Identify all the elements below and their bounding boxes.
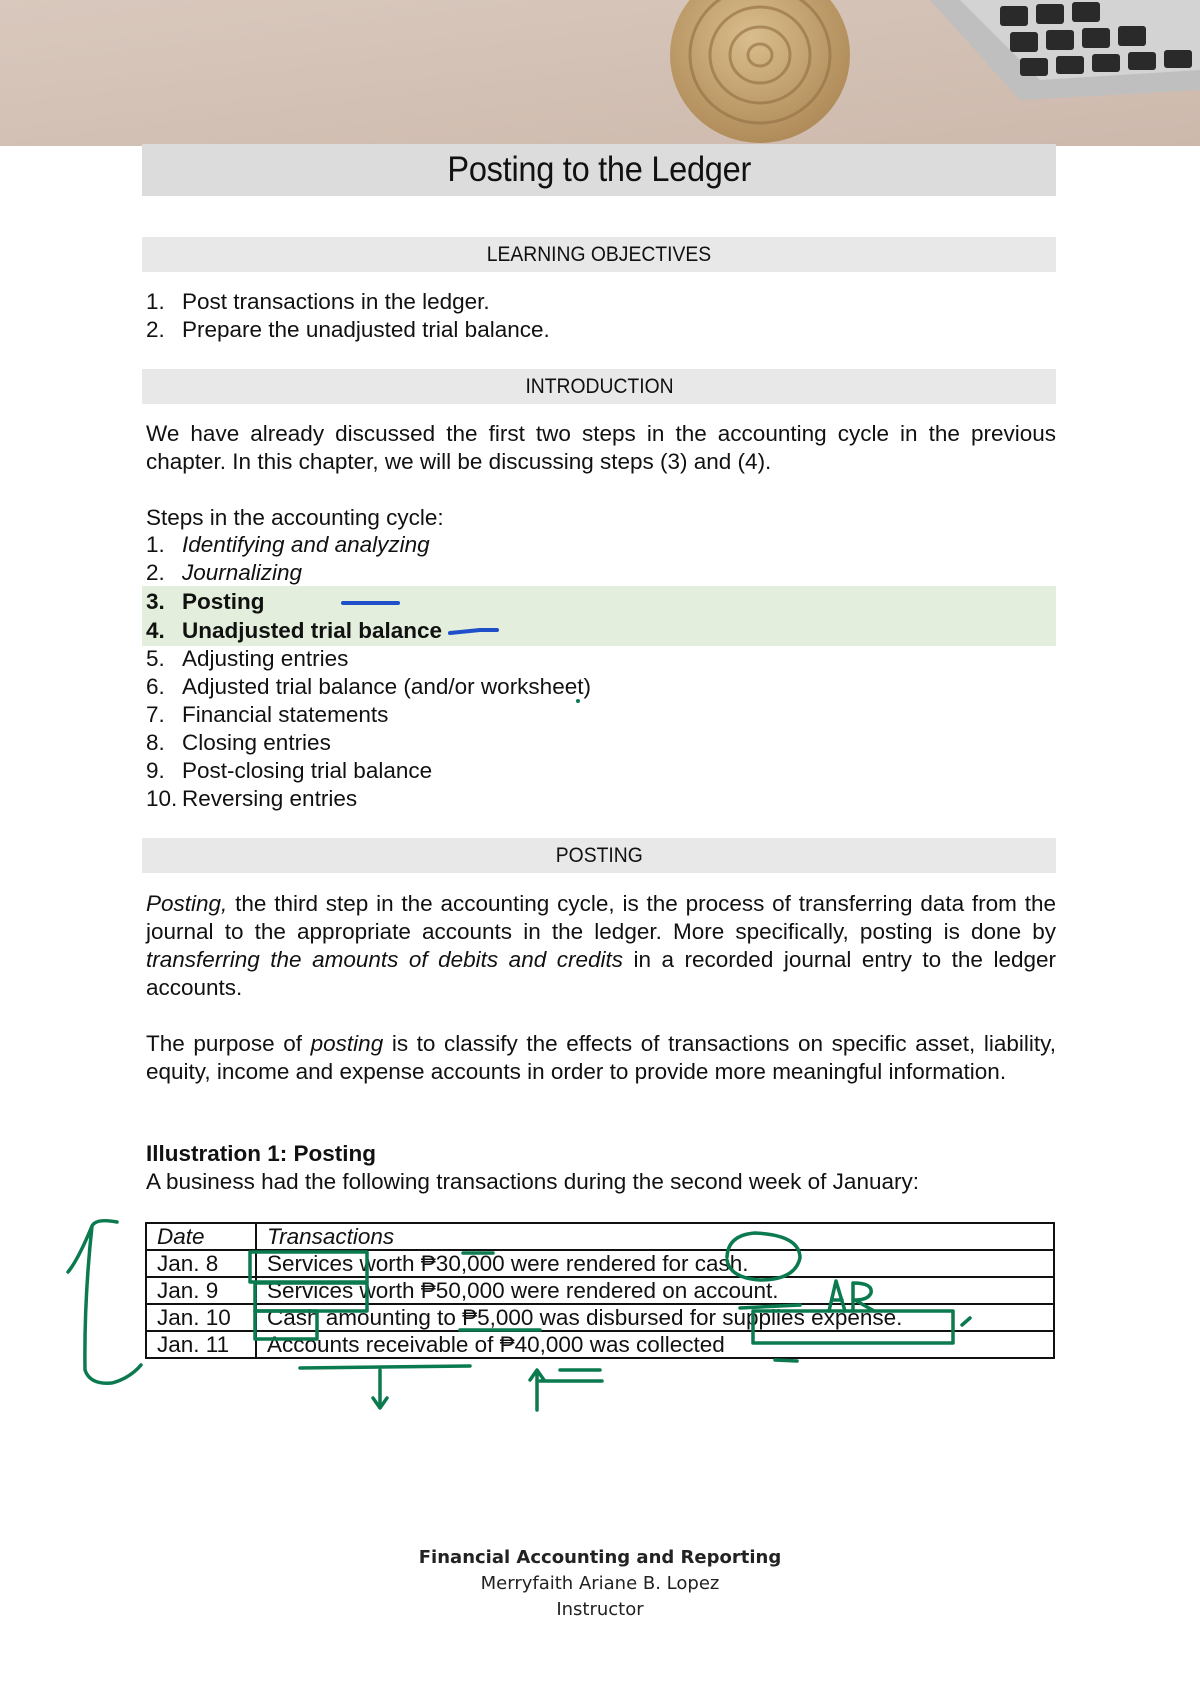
posting-paragraph-2 [146,1030,1056,1086]
step-item [146,673,591,701]
step-number: 2. [146,560,165,585]
step-item [146,729,331,757]
illustration-heading: Illustration 1: Posting [146,1141,377,1166]
table-cell-date: Jan. 9 [146,1277,256,1304]
step-item [146,617,442,645]
table-row [146,1250,1054,1277]
table-cell-transaction: Accounts receivable of ₱40,000 was collected [256,1331,1054,1358]
step-item [146,559,302,587]
table-cell-date: Jan. 8 [146,1250,256,1277]
objective-text: Post transactions in the ledger. [182,289,490,314]
page-title: Posting to the Ledger [447,150,751,189]
step-number: 5. [146,646,165,671]
table-header-transactions: Transactions [256,1223,1054,1250]
step-text: Financial statements [182,702,389,727]
steps-heading: Steps in the accounting cycle: [146,505,444,530]
table-cell-transaction: Services worth ₱30,000 were rendered for cash. [256,1250,1054,1277]
posting-paragraph-1-text-a: the third step in the accounting cycle, is the process of transferring data from the journal to the appropriate accounts in the ledger. More specifically, posting is done by [146,891,1056,944]
step-number: 4. [146,618,165,643]
table-cell-transaction: Cash amounting to ₱5,000 was disbursed for supplies expense. [256,1304,1054,1331]
objective-number: 1. [146,289,165,314]
posting-paragraph-2-text-a: The purpose of [146,1031,311,1056]
section-title: POSTING [555,843,643,867]
step-number: 6. [146,674,165,699]
step-number: 8. [146,730,165,755]
footer-name: Merryfaith Ariane B. Lopez [480,1573,720,1594]
step-text: Reversing entries [182,786,358,811]
table-row [146,1331,1054,1358]
step-text: Adjusted trial balance (and/or worksheet) [182,674,591,699]
step-number: 10. [146,786,178,811]
step-item [146,645,348,673]
section-title: LEARNING OBJECTIVES [486,242,712,266]
section-header-learning-objectives [142,237,1056,272]
transactions-table [145,1222,1055,1359]
step-text: Post-closing trial balance [182,758,433,783]
section-header-posting [142,838,1056,873]
table-header-date: Date [146,1223,256,1250]
posting-paragraph-2-emphasis: posting [310,1031,384,1056]
posting-paragraph-1 [146,890,1056,1002]
objective-item [146,316,550,344]
step-number: 9. [146,758,165,783]
illustration-intro: A business had the following transactions during the second week of January: [146,1169,919,1194]
step-item [146,701,388,729]
table-cell-date: Jan. 11 [146,1331,256,1358]
table-row [146,1277,1054,1304]
step-item [146,531,430,559]
objective-number: 2. [146,317,165,342]
objective-item [146,288,490,316]
green-bracket [68,1221,141,1384]
step-text: Journalizing [182,560,303,585]
posting-paragraph-1-text-b: in a recorded journal entry to the ledger accounts. [146,947,1056,1000]
section-title: INTRODUCTION [524,374,674,398]
section-header-introduction [142,369,1056,404]
step-text: Closing entries [182,730,331,755]
posting-paragraph-1-emphasis: transferring the amounts of debits and credits [146,947,623,972]
step-text: Unadjusted trial balance [182,618,443,643]
posting-term: Posting, [146,891,228,916]
posting-paragraph-2-text-b: is to classify the effects of transactions on specific asset, liability, equity, income and expense accounts in order to provide more meaningful information. [146,1031,1057,1084]
step-number: 1. [146,532,165,557]
intro-paragraph: We have already discussed the first two steps in the accounting cycle in the previous chapter. In this chapter, we will be discussing steps (3) and (4). [146,421,1056,474]
step-item [146,757,432,785]
page-footer [0,1545,1200,1623]
footer-role: Instructor [556,1599,644,1620]
table-cell-date: Jan. 10 [146,1304,256,1331]
table-row [146,1304,1054,1331]
objective-text: Prepare the unadjusted trial balance. [182,317,550,342]
step-text: Adjusting entries [182,646,349,671]
step-number: 7. [146,702,165,727]
header-photo [0,0,1200,146]
footer-course: Financial Accounting and Reporting [418,1547,782,1568]
page-title-bar [142,144,1056,196]
step-text: Identifying and analyzing [182,532,430,557]
step-text: Posting [182,589,265,614]
table-cell-transaction: Services worth ₱50,000 were rendered on account. [256,1277,1054,1304]
step-item [146,785,357,813]
step-item [146,588,265,616]
step-number: 3. [146,589,165,614]
table-header-row [146,1223,1054,1250]
